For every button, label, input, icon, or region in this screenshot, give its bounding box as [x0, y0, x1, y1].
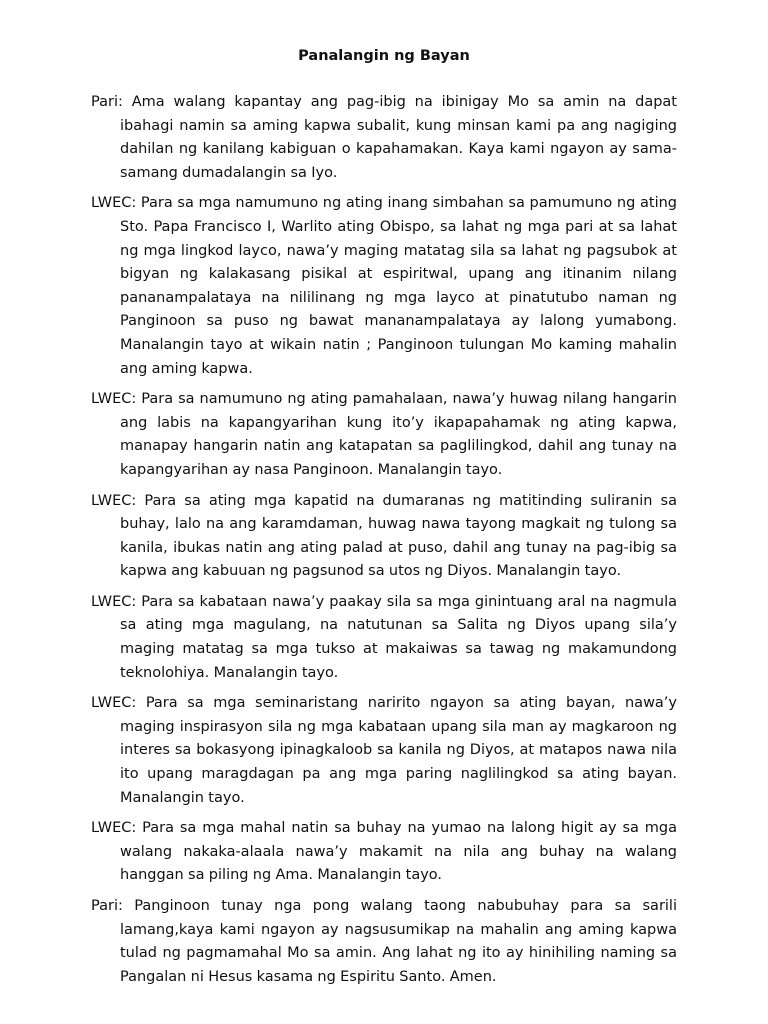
prayer-paragraph: LWEC: Para sa ating mga kapatid na dumaranas ng matitinding suliranin sa buhay, lalo na ang karamdaman, huwag nawa tayong magkait ng tulong sa kanila, ibukas natin ang ating palad at puso, dahil ang tunay na pag-ibig sa kapwa ang kabuuan ng pagsunod sa utos ng Diyos. Manalangin tayo.: [91, 492, 677, 580]
prayer-paragraph: Pari: Ama walang kapantay ang pag-ibig na ibinigay Mo sa amin na dapat ibahagi namin sa aming kapwa subalit, kung minsan kami pa ang nagiging dahilan ng kanilang kabiguan o kapahamakan. Kaya kami ngayon ay sama-samang dumadalangin sa Iyo.: [91, 94, 677, 181]
prayer-body: [91, 91, 677, 996]
prayer-paragraph: Pari: Panginoon tunay nga pong walang taong nabubuhay para sa sarili lamang,kaya kami ngayon ay nagsusumikap na mahalin ang aming kapwa tulad ng pagmamahal Mo sa amin. Ang lahat ng ito ay hinihiling naming sa Pangalan ni Hesus kasama ng Espiritu Santo. Amen.: [91, 898, 677, 985]
prayer-paragraph: LWEC: Para sa kabataan nawa’y paakay sila sa mga ginintuang aral na nagmula sa ating mga magulang, na natutunan sa Salita ng Diyos upang sila’y maging matatag sa mga tukso at makaiwas sa tawag ng makamundong teknolohiya. Manalangin tayo.: [91, 593, 677, 681]
prayer-paragraph: LWEC: Para sa namumuno ng ating pamahalaan, nawa’y huwag nilang hangarin ang labis na kapangyarihan kung ito’y ikapapahamak ng ating kapwa, manapay hangarin natin ang katapatan sa paglilingkod, dahil ang tunay na kapangyarihan ay nasa Panginoon. Manalangin tayo.: [91, 391, 677, 478]
prayer-paragraph: LWEC: Para sa mga seminaristang naririto ngayon sa ating bayan, nawa’y maging inspirasyon sila ng mga kabataan upang sila man ay magkaroon ng interes sa bokasyong ipinagkaloob sa kanila ng Diyos, at matapos nawa nila ito upang maragdagan pa ang mga paring naglilingkod sa ating bayan. Manalangin tayo.: [91, 695, 677, 806]
prayer-paragraph: LWEC: Para sa mga namumuno ng ating inang simbahan sa pamumuno ng ating Sto. Papa Francisco I, Warlito ating Obispo, sa lahat ng mga pari at sa lahat ng mga lingkod layco, nawa’y maging matatag sila sa lahat ng pagsubok at bigyan ng kalakasang pisikal at espiritwal, upang ang itinanim nilang pananampalataya na nililinang ng mga layco at pinatutubo naman ng Panginoon sa puso ng bawat mananampalataya ay lalong yumabong. Manalangin tayo at wikain natin ; Panginoon tulungan Mo kaming mahalin ang aming kapwa.: [91, 195, 677, 377]
page-title: Panalangin ng Bayan: [298, 48, 470, 64]
prayer-paragraph: LWEC: Para sa mga mahal natin sa buhay na yumao na lalong higit ay sa mga walang nakaka-alaala nawa’y makamit na nila ang buhay na walang hanggan sa piling ng Ama. Manalangin tayo.: [91, 820, 677, 884]
